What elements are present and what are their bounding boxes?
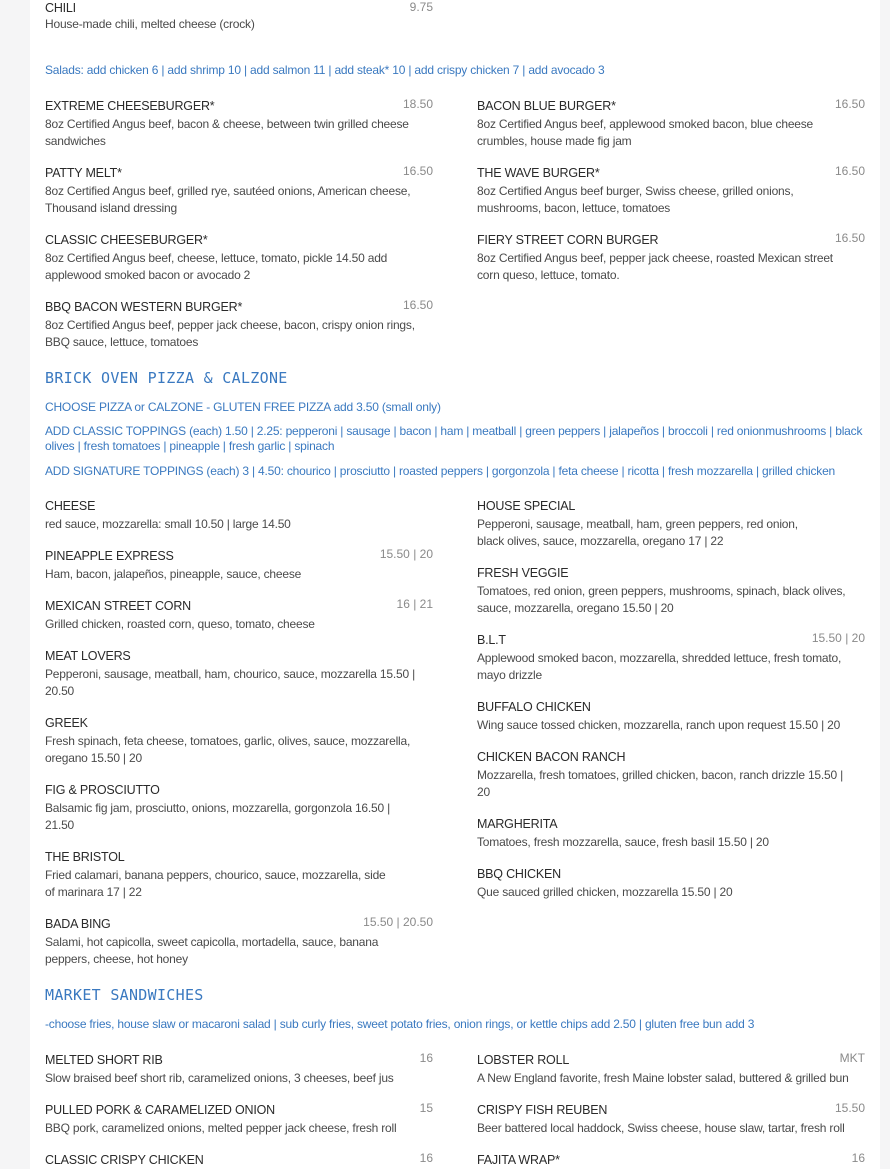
item-name: FAJITA WRAP* [477, 1153, 560, 1167]
item-name: CHICKEN BACON RANCH [477, 750, 626, 764]
item-name: BBQ CHICKEN [477, 867, 561, 881]
menu-item-pizza [477, 565, 865, 617]
menu-item-burger [477, 165, 865, 217]
classic-toppings-note: ADD CLASSIC TOPPINGS (each) 1.50 | 2.25: pepperoni | sausage | bacon | ham | meatball | green peppers | jalapeños | broccoli | red onionmushrooms | black olives | fresh tomatoes | pineapple | fresh garlic | spinach [45, 424, 863, 453]
menu-item-pizza [477, 866, 865, 901]
menu-item-pizza [477, 632, 865, 684]
item-price: 16 [851, 1151, 865, 1165]
menu-item-pizza [45, 548, 433, 583]
item-price: MKT [839, 1051, 865, 1065]
item-price: 16.50 [834, 97, 865, 111]
menu-item-pizza [45, 715, 433, 767]
item-name: HOUSE SPECIAL [477, 499, 576, 513]
item-name: EXTREME CHEESEBURGER* [45, 99, 215, 113]
item-desc: Tomatoes, red onion, green peppers, mushrooms, spinach, black olives, sauce, mozzarella, oregano 15.50 | 20 [477, 584, 846, 615]
item-name: CLASSIC CHEESEBURGER* [45, 233, 208, 247]
item-desc: House-made chili, melted cheese (crock) [45, 17, 255, 31]
item-name: MEXICAN STREET CORN [45, 599, 191, 613]
menu-item-sandwich [45, 1102, 433, 1137]
item-name: PULLED PORK & CARAMELIZED ONION [45, 1103, 275, 1117]
item-desc: Mozzarella, fresh tomatoes, grilled chicken, bacon, ranch drizzle 15.50 | 20 [477, 768, 844, 799]
item-price: 18.50 [402, 97, 433, 111]
item-name: BACON BLUE BURGER* [477, 99, 616, 113]
menu-item-pizza [477, 749, 865, 801]
salads-addons-note: Salads: add chicken 6 | add shrimp 10 | add salmon 11 | add steak* 10 | add crispy chicken 7 | add avocado 3 [45, 63, 605, 77]
item-price: 15 [419, 1101, 433, 1115]
item-desc: A New England favorite, fresh Maine lobster salad, buttered & grilled bun [477, 1071, 849, 1085]
item-price: 16 [419, 1051, 433, 1065]
menu-item-sandwich [477, 1152, 865, 1168]
menu-page [30, 0, 880, 1169]
item-desc: Applewood smoked bacon, mozzarella, shredded lettuce, fresh tomato, mayo drizzle [477, 651, 842, 682]
menu-item-pizza [45, 916, 433, 968]
item-name: THE BRISTOL [45, 850, 125, 864]
item-price: 16 | 21 [396, 597, 433, 611]
item-name: CRISPY FISH REUBEN [477, 1103, 608, 1117]
item-name: FIERY STREET CORN BURGER [477, 233, 659, 247]
menu-item-sandwich [45, 1152, 433, 1168]
item-desc: Pepperoni, sausage, meatball, ham, green peppers, red onion, black olives, sauce, mozzarella, oregano 17 | 22 [477, 517, 798, 548]
item-price: 16.50 [402, 298, 433, 312]
item-desc: 8oz Certified Angus beef, cheese, lettuce, tomato, pickle 14.50 add applewood smoked bacon or avocado 2 [45, 251, 388, 282]
item-name: CHEESE [45, 499, 96, 513]
item-desc: 8oz Certified Angus beef, pepper jack cheese, roasted Mexican street corn queso, lettuce, tomato. [477, 251, 833, 282]
item-desc: 8oz Certified Angus beef, grilled rye, sautéed onions, American cheese, Thousand island dressing [45, 184, 411, 215]
menu-item-sandwich [477, 1102, 865, 1137]
item-name: BBQ BACON WESTERN BURGER* [45, 300, 243, 314]
menu-item-burger [45, 232, 433, 284]
item-desc: Fresh spinach, feta cheese, tomatoes, garlic, olives, sauce, mozzarella, oregano 15.50 | 20 [45, 734, 411, 765]
menu-item-pizza [477, 498, 865, 550]
item-name: FIG & PROSCIUTTO [45, 783, 160, 797]
menu-item-sandwich [45, 1052, 433, 1087]
menu-item-burger [45, 98, 433, 150]
item-name: MARGHERITA [477, 817, 558, 831]
item-price: 16.50 [834, 231, 865, 245]
menu-item-burger [45, 165, 433, 217]
item-desc: Tomatoes, fresh mozzarella, sauce, fresh basil 15.50 | 20 [477, 835, 769, 849]
menu-item-pizza [45, 648, 433, 700]
menu-item-burger [477, 232, 865, 284]
item-desc: Que sauced grilled chicken, mozzarella 15.50 | 20 [477, 885, 733, 899]
item-desc: Balsamic fig jam, prosciutto, onions, mozzarella, gorgonzola 16.50 | 21.50 [45, 801, 391, 832]
item-name: B.L.T [477, 633, 506, 647]
item-price: 15.50 | 20 [811, 631, 865, 645]
item-name: MEAT LOVERS [45, 649, 131, 663]
item-price: 16.50 [834, 164, 865, 178]
item-name: GREEK [45, 716, 88, 730]
item-name: PATTY MELT* [45, 166, 122, 180]
item-name: THE WAVE BURGER* [477, 166, 600, 180]
menu-item-pizza [477, 816, 865, 851]
item-name: BUFFALO CHICKEN [477, 700, 591, 714]
section-heading-pizza: BRICK OVEN PIZZA & CALZONE [45, 369, 288, 387]
item-desc: Salami, hot capicolla, sweet capicolla, mortadella, sauce, banana peppers, cheese, hot honey [45, 935, 379, 966]
item-name: BADA BING [45, 917, 111, 931]
item-name: PINEAPPLE EXPRESS [45, 549, 174, 563]
menu-item-pizza [45, 598, 433, 633]
item-desc: 8oz Certified Angus beef burger, Swiss cheese, grilled onions, mushrooms, bacon, lettuce, tomatoes [477, 184, 794, 215]
item-desc: 8oz Certified Angus beef, applewood smoked bacon, blue cheese crumbles, house made fig jam [477, 117, 814, 148]
menu-item-pizza [45, 498, 433, 533]
item-desc: red sauce, mozzarella: small 10.50 | large 14.50 [45, 517, 291, 531]
item-price: 9.75 [409, 0, 433, 14]
item-desc: Fried calamari, banana peppers, chourico, sauce, mozzarella, side of marinara 17 | 22 [45, 868, 386, 899]
item-desc: Pepperoni, sausage, meatball, ham, chourico, sauce, mozzarella 15.50 | 20.50 [45, 667, 416, 698]
item-price: 15.50 | 20.50 [363, 915, 433, 929]
item-price: 15.50 [834, 1101, 865, 1115]
item-desc: Wing sauce tossed chicken, mozzarella, ranch upon request 15.50 | 20 [477, 718, 841, 732]
item-price: 16 [419, 1151, 433, 1165]
item-desc: Grilled chicken, roasted corn, queso, tomato, cheese [45, 617, 315, 631]
signature-toppings-note: ADD SIGNATURE TOPPINGS (each) 3 | 4.50: chourico | prosciutto | roasted peppers | gorgonzola | feta cheese | ricotta | fresh mozzarella | grilled chicken [45, 464, 836, 478]
item-name: FRESH VEGGIE [477, 566, 569, 580]
menu-item-pizza [45, 849, 433, 901]
menu-item-burger [477, 98, 865, 150]
item-price: 15.50 | 20 [379, 547, 433, 561]
item-price: 16.50 [402, 164, 433, 178]
item-desc: Beer battered local haddock, Swiss cheese, house slaw, tartar, fresh roll [477, 1121, 845, 1135]
menu-item-pizza [477, 699, 865, 734]
item-desc: BBQ pork, caramelized onions, melted pepper jack cheese, fresh roll [45, 1121, 397, 1135]
pizza-gluten-note: CHOOSE PIZZA or CALZONE - GLUTEN FREE PIZZA add 3.50 (small only) [45, 400, 441, 414]
item-name: CLASSIC CRISPY CHICKEN [45, 1153, 204, 1167]
item-desc: 8oz Certified Angus beef, pepper jack cheese, bacon, crispy onion rings, BBQ sauce, lettuce, tomatoes [45, 318, 415, 349]
sandwich-sides-note: -choose fries, house slaw or macaroni salad | sub curly fries, sweet potato fries, onion rings, or kettle chips add 2.50 | gluten free bun add 3 [45, 1017, 755, 1031]
menu-item-sandwich [477, 1052, 865, 1087]
item-desc: Ham, bacon, jalapeños, pineapple, sauce, cheese [45, 567, 302, 581]
item-desc: 8oz Certified Angus beef, bacon & cheese, between twin grilled cheese sandwiches [45, 117, 409, 148]
item-name: CHILI [45, 1, 76, 15]
menu-item-pizza [45, 782, 433, 834]
section-heading-sandwiches: MARKET SANDWICHES [45, 986, 204, 1004]
item-name: LOBSTER ROLL [477, 1053, 570, 1067]
item-name: MELTED SHORT RIB [45, 1053, 163, 1067]
menu-item-chili [45, 0, 433, 33]
menu-item-burger [45, 299, 433, 351]
item-desc: Slow braised beef short rib, caramelized onions, 3 cheeses, beef jus [45, 1071, 394, 1085]
